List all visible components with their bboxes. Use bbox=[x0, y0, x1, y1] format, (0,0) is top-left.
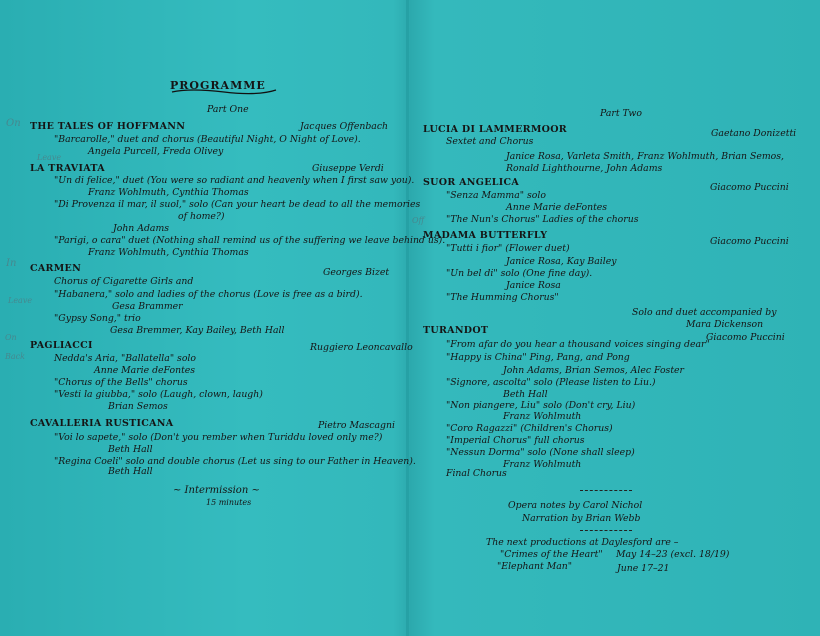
composer: Giacomo Puccini bbox=[710, 182, 789, 193]
programme-line: "Nessun Dorma" solo (None shall sleep) bbox=[446, 447, 635, 458]
programme-line: "Regina Coeli" solo and double chorus (Let us sing to our Father in Heaven). bbox=[54, 456, 416, 467]
performers: Ronald Lighthourne, John Adams bbox=[506, 163, 663, 174]
next-production-title: "Crimes of the Heart" bbox=[500, 549, 603, 560]
programme-line: "Un di felice," duet (You were so radiant and heavenly when I first saw you). bbox=[54, 175, 415, 186]
programme-line: "Gypsy Song," trio bbox=[54, 313, 141, 324]
pencil-note: Leave bbox=[37, 153, 62, 162]
pencil-note: Back bbox=[5, 352, 25, 361]
programme-line: "Di Provenza il mar, il suol," solo (Can your heart be dead to all the memories bbox=[54, 199, 421, 210]
composer: Giuseppe Verdi bbox=[312, 163, 384, 174]
credits-line: Narration by Brian Webb bbox=[522, 513, 641, 524]
opera-title: CAVALLERIA RUSTICANA bbox=[30, 418, 174, 429]
performers: Beth Hall bbox=[108, 466, 153, 477]
divider bbox=[580, 490, 632, 491]
programme-line: "Parigi, o cara" duet (Nothing shall remind us of the suffering we leave behind us). bbox=[54, 235, 446, 246]
performers: Janice Rosa bbox=[506, 280, 561, 291]
programme-line: "Vesti la giubba," solo (Laugh, clown, laugh) bbox=[54, 389, 263, 400]
pencil-note: Off bbox=[412, 216, 425, 225]
performers: Brian Semos bbox=[108, 401, 168, 412]
accompaniment-note: Solo and duet accompanied by bbox=[632, 307, 777, 318]
programme-line: "Coro Ragazzi" (Children's Chorus) bbox=[446, 423, 613, 434]
programme-line: "Senza Mamma" solo bbox=[446, 190, 546, 201]
opera-title: TURANDOT bbox=[423, 325, 489, 336]
performers: Anne Marie deFontes bbox=[506, 202, 608, 213]
part-one-heading: Part One bbox=[207, 104, 249, 115]
programme-line: "The Nun's Chorus" Ladies of the chorus bbox=[446, 214, 639, 225]
page-fold bbox=[406, 0, 409, 636]
composer: Georges Bizet bbox=[323, 267, 390, 278]
programme-line: "Tutti i fior" (Flower duet) bbox=[446, 243, 570, 254]
programme-line: "Imperial Chorus" full chorus bbox=[446, 435, 585, 446]
performers: Beth Hall bbox=[108, 444, 153, 455]
opera-title: MADAMA BUTTERFLY bbox=[423, 230, 548, 241]
programme-line: of home?) bbox=[178, 211, 225, 222]
programme-line: "Un bel di" solo (One fine day). bbox=[446, 268, 593, 279]
opera-title: LA TRAVIATA bbox=[30, 163, 105, 174]
composer: Pietro Mascagni bbox=[318, 420, 395, 431]
performers: Janice Rosa, Kay Bailey bbox=[506, 256, 617, 267]
composer: Giacomo Puccini bbox=[710, 236, 789, 247]
composer: Jacques Offenbach bbox=[300, 121, 389, 132]
opera-title: CARMEN bbox=[30, 263, 82, 274]
title-swash bbox=[170, 86, 278, 96]
performers: Anne Marie deFontes bbox=[94, 365, 196, 376]
programme-line: "Non piangere, Liu" solo (Don't cry, Liu) bbox=[446, 400, 636, 411]
pencil-note: Leave bbox=[8, 296, 33, 305]
intermission-time: 15 minutes bbox=[206, 498, 252, 507]
performers: Beth Hall bbox=[503, 389, 548, 400]
performers: John Adams bbox=[113, 223, 170, 234]
pencil-note: In bbox=[6, 258, 17, 269]
next-production-title: "Elephant Man" bbox=[497, 561, 573, 572]
programme-line: "Voi lo sapete," solo (Don't you rember when Turiddu loved only me?) bbox=[54, 432, 383, 443]
performers: Franz Wohlmuth, Cynthia Thomas bbox=[88, 247, 249, 258]
pencil-note: On bbox=[6, 118, 21, 129]
pencil-note: On bbox=[5, 333, 17, 342]
performers: Gesa Brammer bbox=[112, 301, 183, 312]
next-production-dates: June 17–21 bbox=[617, 563, 670, 574]
intermission: ~ Intermission ~ bbox=[173, 485, 260, 496]
programme-line: "Signore, ascolta" solo (Please listen to Liu.) bbox=[446, 377, 656, 388]
performers: John Adams, Brian Semos, Alec Foster bbox=[503, 365, 685, 376]
next-production-dates: May 14–23 (excl. 18/19) bbox=[616, 549, 730, 560]
programme-line: "Habanera," solo and ladies of the chorus (Love is free as a bird). bbox=[54, 289, 363, 300]
part-two-heading: Part Two bbox=[600, 108, 642, 119]
programme-line: Chorus of Cigarette Girls and bbox=[54, 276, 194, 287]
performers: Janice Rosa, Varleta Smith, Franz Wohlmuth, Brian Semos, bbox=[506, 151, 785, 162]
performers: Angela Purcell, Freda Olivey bbox=[88, 146, 224, 157]
programme-line: Nedda's Aria, "Ballatella" solo bbox=[54, 353, 196, 364]
programme-line: "Barcarolle," duet and chorus (Beautiful Night, O Night of Love). bbox=[54, 134, 361, 145]
opera-title: SUOR ANGELICA bbox=[423, 177, 519, 188]
performers: Franz Wohlmuth, Cynthia Thomas bbox=[88, 187, 249, 198]
opera-title: LUCIA DI LAMMERMOOR bbox=[423, 124, 567, 135]
programme-line: "The Humming Chorus" bbox=[446, 292, 559, 303]
performers: Franz Wohlmuth bbox=[503, 459, 582, 470]
next-productions: The next productions at Daylesford are – bbox=[486, 537, 679, 548]
composer: Ruggiero Leoncavallo bbox=[310, 342, 413, 353]
composer: Giacomo Puccini bbox=[706, 332, 785, 343]
programme-line: "Chorus of the Bells" chorus bbox=[54, 377, 188, 388]
composer: Gaetano Donizetti bbox=[711, 128, 797, 139]
opera-title: THE TALES OF HOFFMANN bbox=[30, 121, 186, 132]
performers: Gesa Bremmer, Kay Bailey, Beth Hall bbox=[110, 325, 285, 336]
programme-line: Sextet and Chorus bbox=[446, 136, 534, 147]
divider bbox=[580, 530, 632, 531]
programme-line: "Happy is China" Ping, Pang, and Pong bbox=[446, 352, 630, 363]
accompanist: Mara Dickenson bbox=[686, 319, 764, 330]
programme-title: PROGRAMME bbox=[170, 79, 266, 92]
opera-title: PAGLIACCI bbox=[30, 340, 93, 351]
performers: Franz Wohlmuth bbox=[503, 411, 582, 422]
programme-line: "From afar do you hear a thousand voices singing dear" bbox=[446, 339, 710, 350]
programme-line: Final Chorus bbox=[446, 468, 507, 479]
credits-line: Opera notes by Carol Nichol bbox=[508, 500, 643, 511]
